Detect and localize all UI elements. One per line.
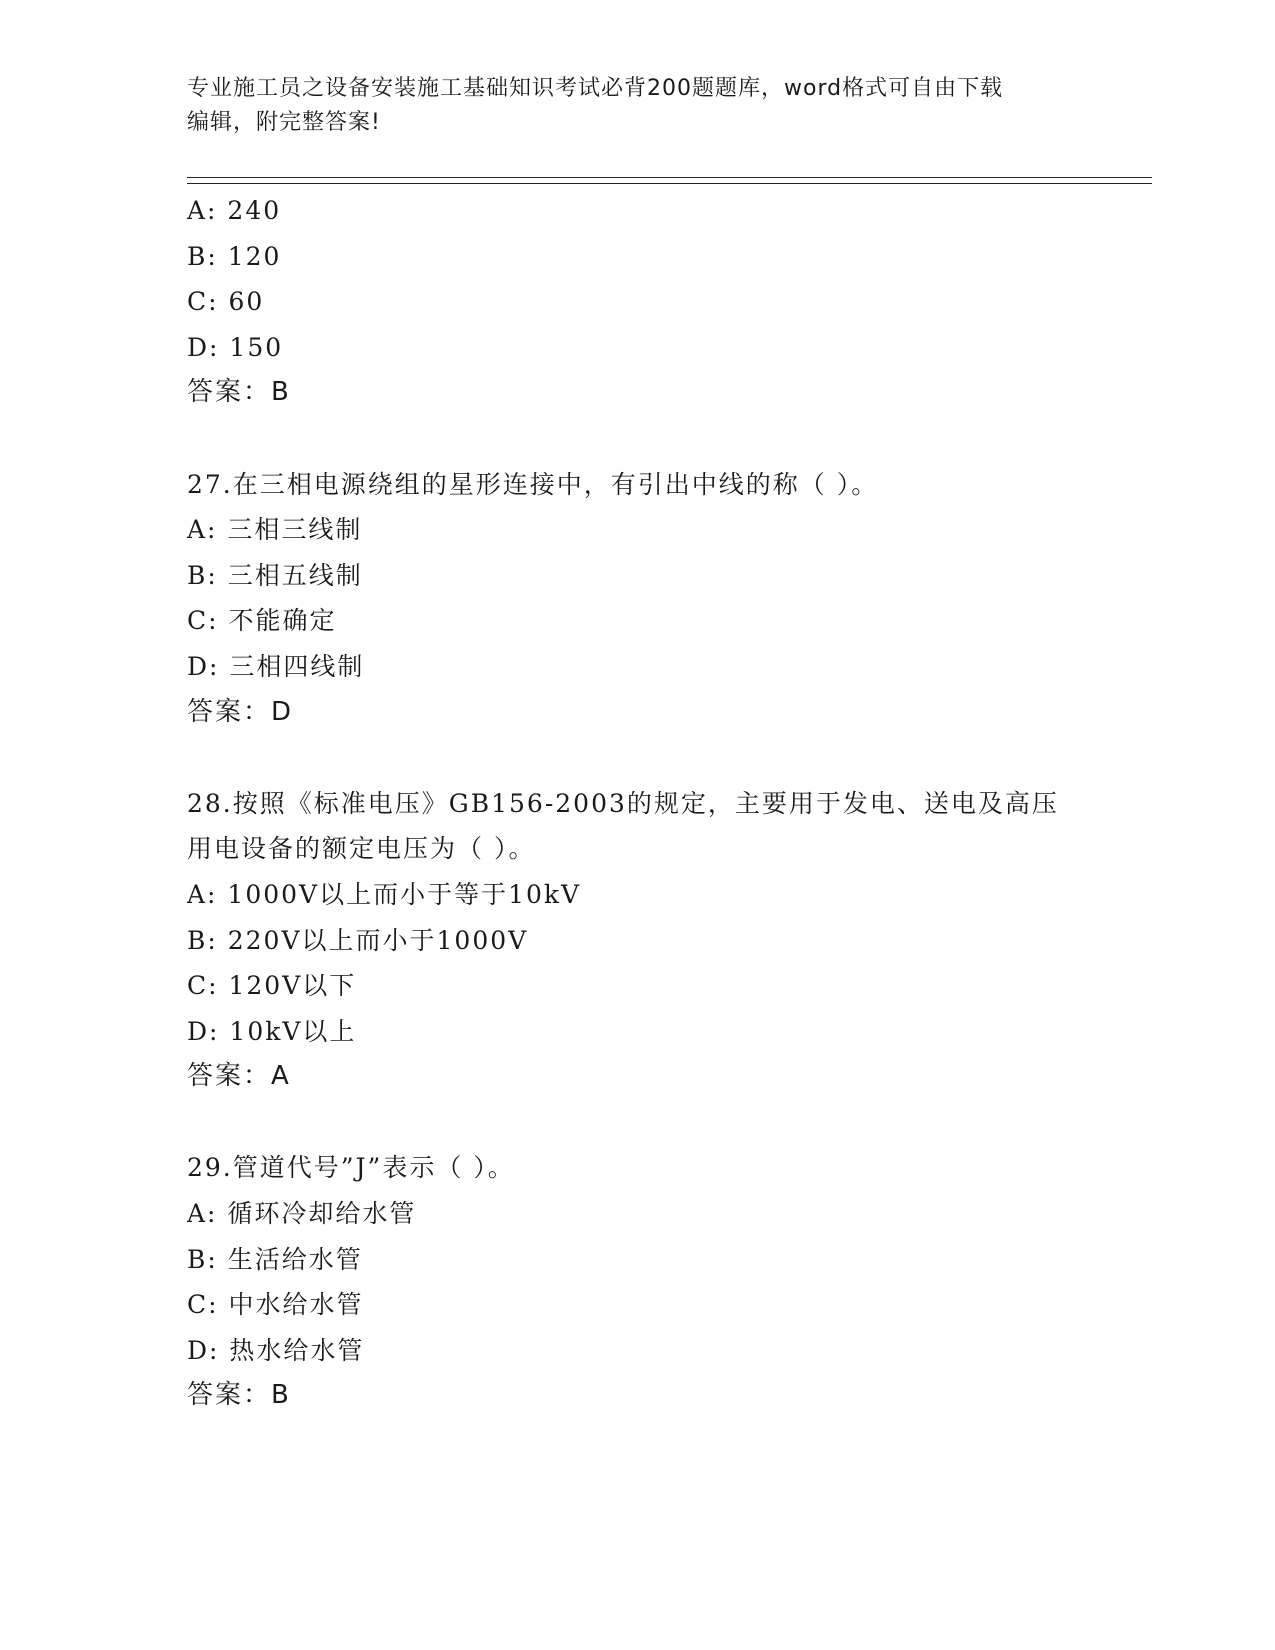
header-line-2: 编辑，附完整答案! <box>187 110 381 135</box>
option-c: C: 60 <box>187 287 265 317</box>
option-b: B: 120 <box>187 241 282 271</box>
spacer <box>187 1100 1152 1146</box>
question-26 <box>187 188 1152 416</box>
question-stem: 27.在三相电源绕组的星形连接中，有引出中线的称（ ）。 <box>187 469 879 499</box>
question-stem-line-2: 用电设备的额定电压为（ ）。 <box>187 834 536 864</box>
option-d: D: 10kV以上 <box>187 1016 357 1046</box>
spacer <box>187 416 1152 462</box>
header-divider <box>187 177 1152 184</box>
question-stem: 29.管道代号”J”表示（ ）。 <box>187 1153 515 1183</box>
option-d: D: 热水给水管 <box>187 1335 365 1365</box>
spacer <box>187 735 1152 781</box>
question-content <box>187 188 1152 1419</box>
option-c: C: 120V以下 <box>187 971 357 1001</box>
answer: 答案：B <box>187 377 291 408</box>
option-b: B: 生活给水管 <box>187 1244 363 1274</box>
question-27 <box>187 462 1152 736</box>
question-stem-line-1: 28.按照《标准电压》GB156-2003的规定，主要用于发电、送电及高压 <box>187 788 1059 818</box>
header-line-1: 专业施工员之设备安装施工基础知识考试必背200题题库，word格式可自由下载 <box>187 76 1004 101</box>
option-a: A: 1000V以上而小于等于10kV <box>187 879 582 909</box>
page-header <box>187 72 1067 140</box>
option-c: C: 中水给水管 <box>187 1290 364 1320</box>
answer: 答案：D <box>187 696 294 727</box>
option-b: B: 三相五线制 <box>187 560 363 590</box>
answer: 答案：A <box>187 1061 291 1092</box>
question-28 <box>187 781 1152 1100</box>
answer: 答案：B <box>187 1380 291 1411</box>
option-a: A: 三相三线制 <box>187 515 363 545</box>
option-a: A: 240 <box>187 196 282 225</box>
option-b: B: 220V以上而小于1000V <box>187 925 529 955</box>
option-d: D: 150 <box>187 332 284 362</box>
question-29 <box>187 1145 1152 1419</box>
option-d: D: 三相四线制 <box>187 651 365 681</box>
option-a: A: 循环冷却给水管 <box>187 1199 417 1229</box>
option-c: C: 不能确定 <box>187 606 337 636</box>
